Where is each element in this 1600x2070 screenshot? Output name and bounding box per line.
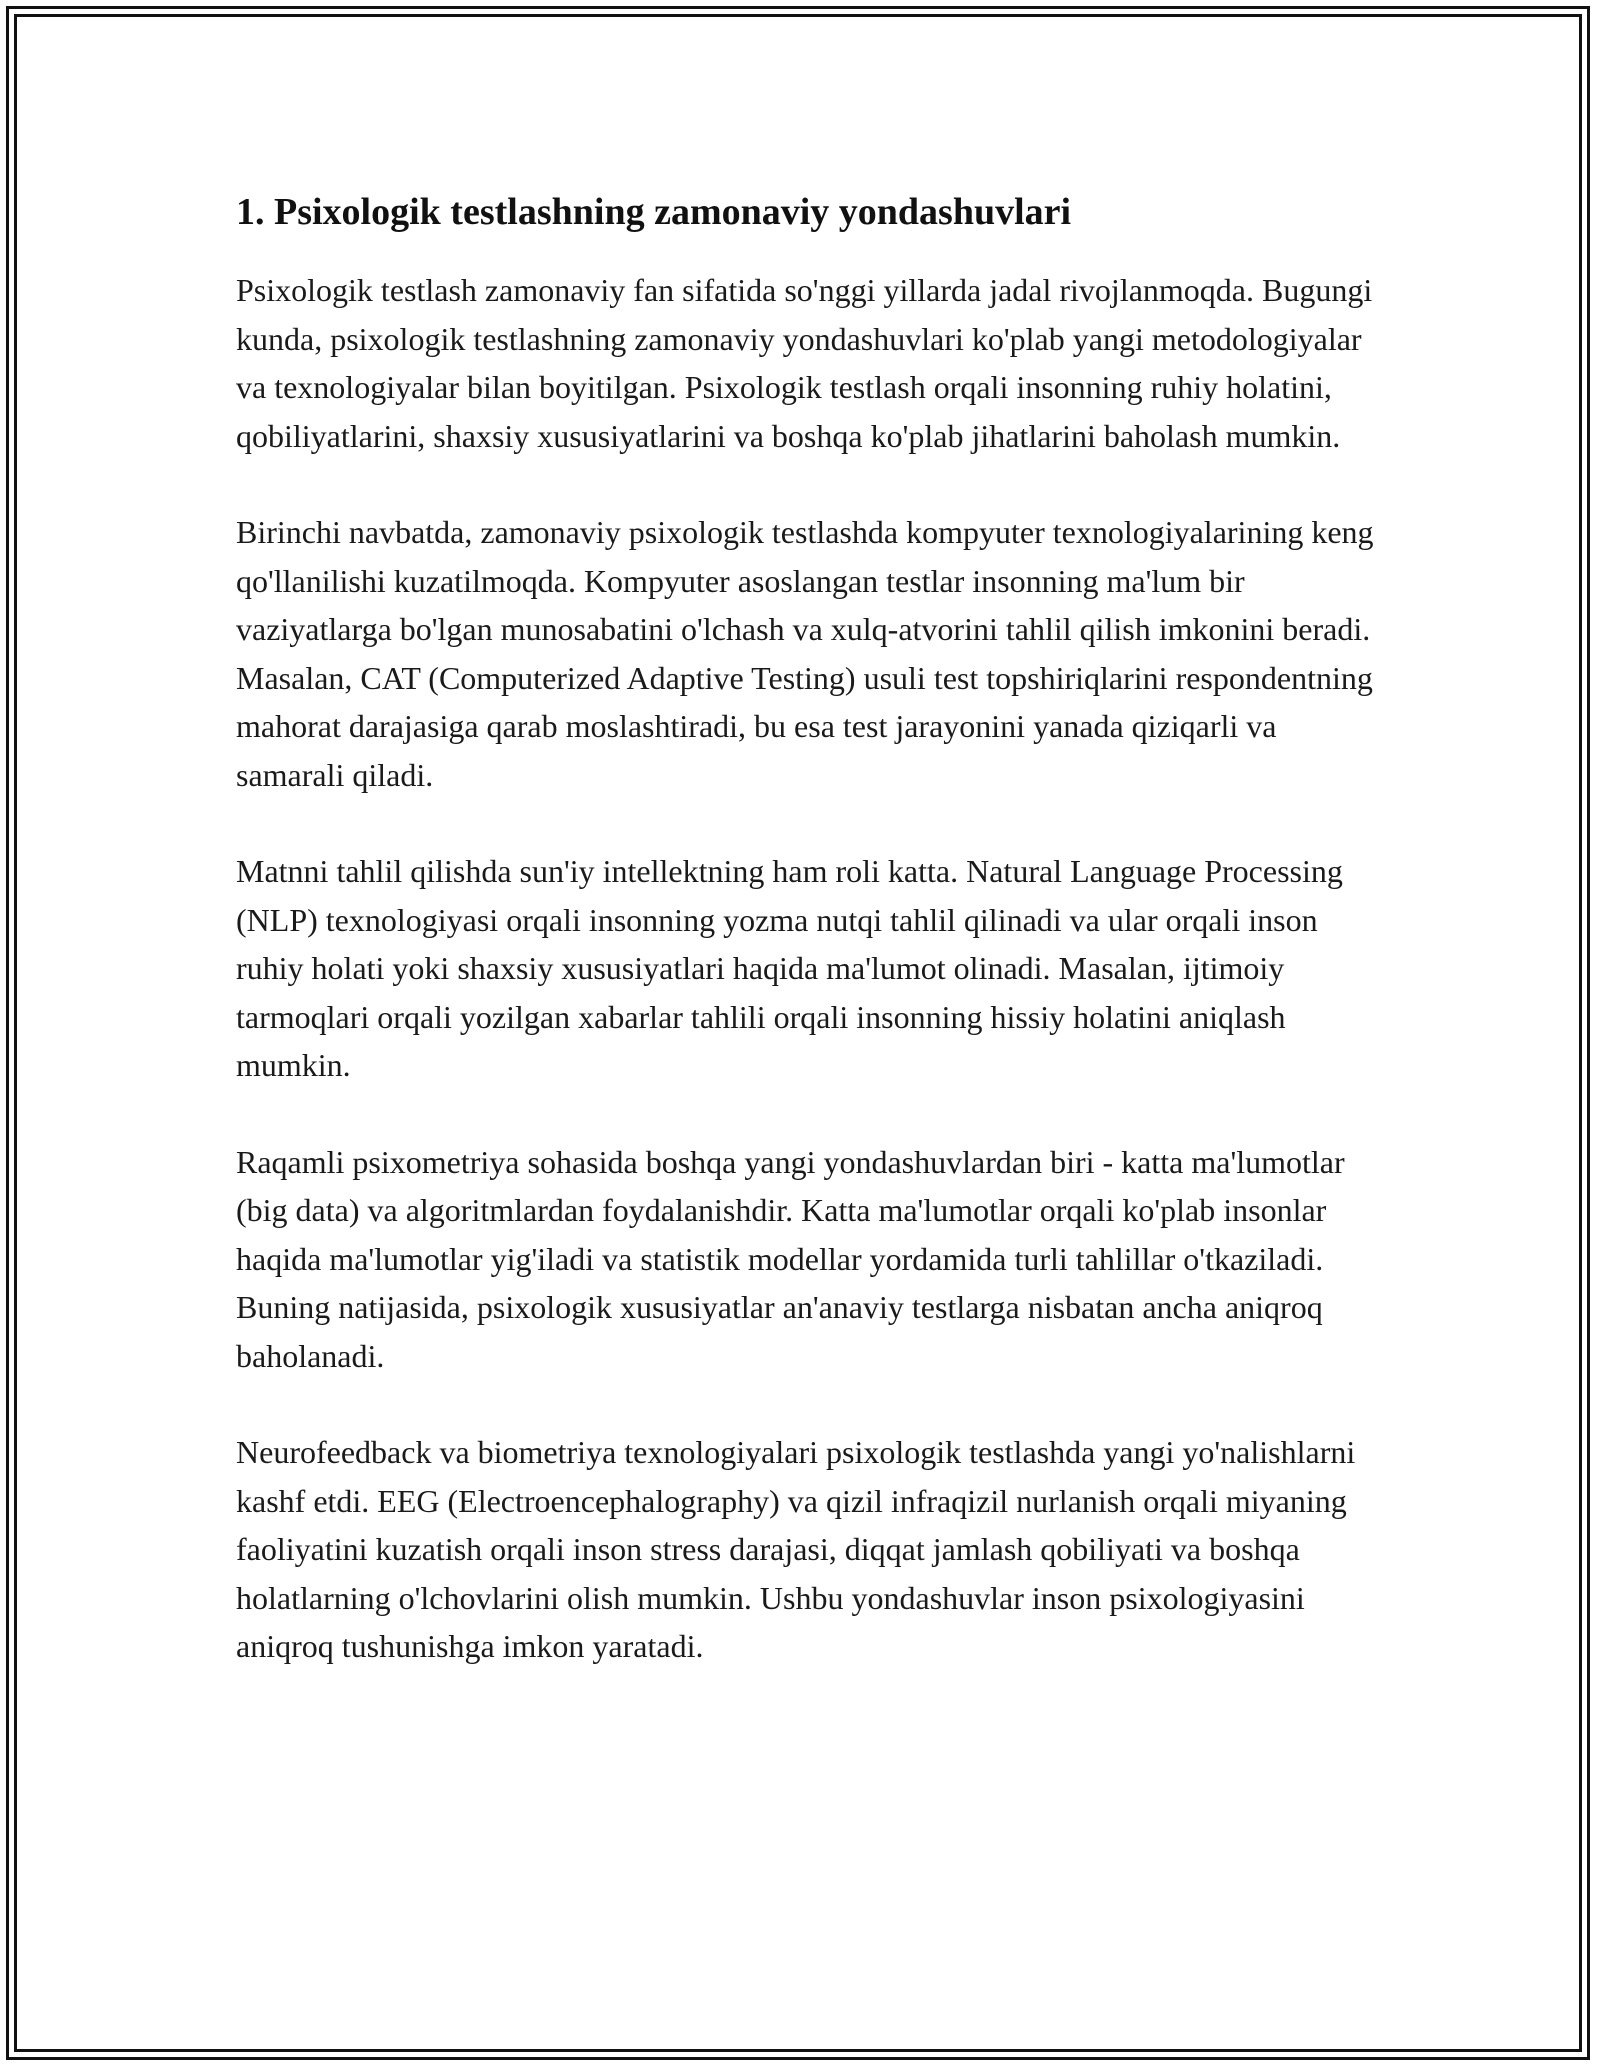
paragraph-2: Birinchi navbatda, zamonaviy psixologik testlashda kompyuter texnologiyalarining keng qo'llanilishi kuzatilmoqda. Kompyuter asoslangan testlar insonning ma'lum bir vaziyatlarga bo'lgan munosabatini o'lchash va xulq-atvorini tahlil qilish imkonini beradi. Masalan, CAT (Computerized Adaptive Testing) usuli test topshiriqlarini respondentning mahorat darajasiga qarab moslashtiradi, bu esa test jarayonini yanada qiziqarli va samarali qiladi. <box>236 514 1374 793</box>
paragraph-4: Raqamli psixometriya sohasida boshqa yangi yondashuvlardan biri - katta ma'lumotlar (big data) va algoritmlardan foydalanishdir. Katta ma'lumotlar orqali ko'plab insonlar haqida ma'lumotlar yig'iladi va statistik modellar yordamida turli tahlillar o'tkaziladi. Buning natijasida, psixologik xususiyatlar an'anaviy testlarga nisbatan ancha aniqroq baholanadi. <box>236 1143 1345 1374</box>
paragraph-1: Psixologik testlash zamonaviy fan sifatida so'nggi yillarda jadal rivojlanmoqda. Bugungi kunda, psixologik testlashning zamonaviy yondashuvlari ko'plab yangi metodologiyalar va texnologiyalar bilan boyitilgan. Psixologik testlash orqali insonning ruhiy holatini, qobiliyatlarini, shaxsiy xususiyatlarini va boshqa ko'plab jihatlarini baholash mumkin. <box>236 272 1373 454</box>
paragraph-3: Matnni tahlil qilishda sun'iy intellektning ham roli katta. Natural Language Processing (NLP) texnologiyasi orqali insonning yozma nutqi tahlil qilinadi va ular orqali inson ruhiy holati yoki shaxsiy xususiyatlari haqida ma'lumot olinadi. Masalan, ijtimoiy tarmoqlari orqali yozilgan xabarlar tahlili orqali insonning hissiy holatini aniqlash mumkin. <box>236 853 1343 1083</box>
document-body <box>236 186 1376 1719</box>
section-heading: 1. Psixologik testlashning zamonaviy yondashuvlari <box>236 191 1072 233</box>
paragraph-5: Neurofeedback va biometriya texnologiyalari psixologik testlashda yangi yo'nalishlarni kashf etdi. EEG (Electroencephalography) va qizil infraqizil nurlanish orqali miyaning faoliyatini kuzatish orqali inson stress darajasi, diqqat jamlash qobiliyati va boshqa holatlarning o'lchovlarini olish mumkin. Ushbu yondashuvlar inson psixologiyasini aniqroq tushunishga imkon yaratadi. <box>236 1434 1356 1664</box>
